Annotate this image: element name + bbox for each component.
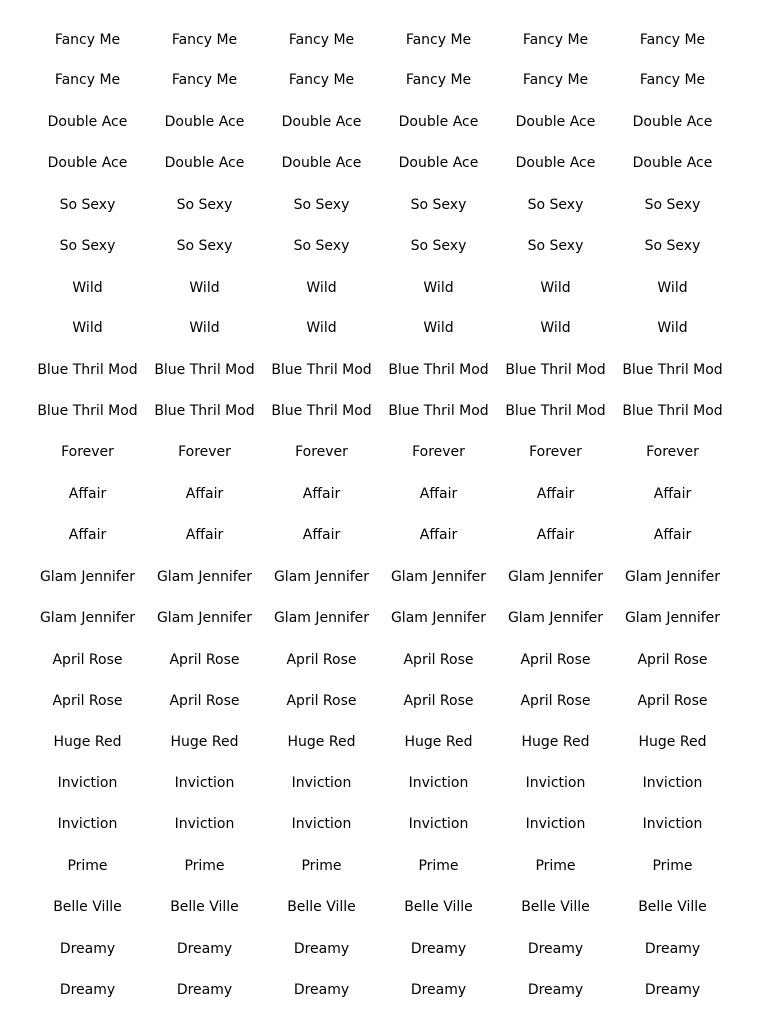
label-cell: Huge Red: [53, 734, 122, 750]
label-cell: Inviction: [525, 775, 586, 791]
label-cell: Glam Jennifer: [624, 610, 721, 626]
label-cell: Huge Red: [521, 734, 590, 750]
label-cell: Affair: [185, 527, 224, 543]
label-cell: Dreamy: [410, 982, 467, 998]
label-cell: Fancy Me: [405, 72, 472, 88]
label-cell: Belle Ville: [287, 899, 356, 915]
label-row: [29, 112, 731, 132]
label-cell: Dreamy: [176, 982, 233, 998]
label-cell: Prime: [652, 858, 693, 874]
label-cell: Double Ace: [281, 155, 362, 171]
label-cell: Forever: [646, 444, 699, 460]
label-row: [29, 30, 731, 50]
label-cell: Dreamy: [176, 941, 233, 957]
label-row: [29, 691, 731, 711]
label-cell: April Rose: [520, 693, 591, 709]
label-cell: So Sexy: [59, 197, 116, 213]
label-cell: Glam Jennifer: [39, 610, 136, 626]
label-cell: Blue Thril Mod: [505, 362, 606, 378]
label-row: [29, 442, 731, 462]
label-row: [29, 773, 731, 793]
label-cell: So Sexy: [176, 197, 233, 213]
label-cell: Affair: [68, 486, 107, 502]
label-cell: April Rose: [286, 652, 357, 668]
label-cell: Glam Jennifer: [273, 610, 370, 626]
label-cell: Double Ace: [47, 114, 128, 130]
label-cell: So Sexy: [176, 238, 233, 254]
label-cell: So Sexy: [410, 197, 467, 213]
label-cell: Blue Thril Mod: [271, 403, 372, 419]
label-cell: Wild: [306, 280, 337, 296]
label-cell: So Sexy: [293, 197, 350, 213]
label-cell: Dreamy: [527, 941, 584, 957]
label-cell: Double Ace: [164, 155, 245, 171]
label-cell: Wild: [189, 280, 220, 296]
label-cell: Inviction: [57, 775, 118, 791]
label-cell: Wild: [306, 320, 337, 336]
label-cell: Glam Jennifer: [624, 569, 721, 585]
label-cell: Prime: [301, 858, 342, 874]
label-cell: Fancy Me: [54, 72, 121, 88]
label-cell: Glam Jennifer: [390, 610, 487, 626]
label-cell: April Rose: [403, 693, 474, 709]
label-cell: April Rose: [169, 693, 240, 709]
label-cell: Huge Red: [170, 734, 239, 750]
label-row: [29, 732, 731, 752]
label-cell: April Rose: [52, 693, 123, 709]
label-cell: Belle Ville: [53, 899, 122, 915]
label-cell: Affair: [302, 527, 341, 543]
label-cell: Inviction: [174, 775, 235, 791]
label-row: [29, 484, 731, 504]
label-cell: Belle Ville: [404, 899, 473, 915]
label-cell: Inviction: [291, 816, 352, 832]
label-cell: Belle Ville: [170, 899, 239, 915]
label-cell: Double Ace: [632, 114, 713, 130]
label-cell: Double Ace: [398, 114, 479, 130]
label-row: [29, 70, 731, 90]
label-cell: Blue Thril Mod: [37, 403, 138, 419]
label-cell: Prime: [67, 858, 108, 874]
label-cell: Blue Thril Mod: [388, 403, 489, 419]
label-cell: Fancy Me: [171, 72, 238, 88]
label-cell: Dreamy: [644, 982, 701, 998]
label-cell: Dreamy: [644, 941, 701, 957]
label-cell: So Sexy: [644, 238, 701, 254]
label-cell: Wild: [540, 280, 571, 296]
label-cell: April Rose: [403, 652, 474, 668]
label-cell: Affair: [536, 527, 575, 543]
label-row: [29, 401, 731, 421]
label-cell: Double Ace: [515, 155, 596, 171]
label-cell: April Rose: [286, 693, 357, 709]
label-cell: Forever: [295, 444, 348, 460]
label-cell: Double Ace: [164, 114, 245, 130]
label-cell: Fancy Me: [288, 32, 355, 48]
label-cell: Forever: [178, 444, 231, 460]
label-cell: Blue Thril Mod: [271, 362, 372, 378]
label-cell: Fancy Me: [54, 32, 121, 48]
label-row: [29, 856, 731, 876]
label-cell: Affair: [419, 527, 458, 543]
label-cell: Dreamy: [59, 982, 116, 998]
label-cell: Dreamy: [293, 982, 350, 998]
label-cell: Fancy Me: [639, 72, 706, 88]
label-cell: Belle Ville: [521, 899, 590, 915]
label-row: [29, 153, 731, 173]
label-cell: April Rose: [169, 652, 240, 668]
label-cell: Wild: [657, 280, 688, 296]
label-row: [29, 980, 731, 1000]
label-row: [29, 608, 731, 628]
label-cell: Affair: [419, 486, 458, 502]
label-cell: Fancy Me: [171, 32, 238, 48]
label-cell: Huge Red: [638, 734, 707, 750]
label-cell: Prime: [535, 858, 576, 874]
label-cell: Double Ace: [281, 114, 362, 130]
label-row: [29, 195, 731, 215]
label-cell: So Sexy: [527, 197, 584, 213]
label-cell: Fancy Me: [522, 32, 589, 48]
label-row: [29, 939, 731, 959]
label-cell: Glam Jennifer: [507, 569, 604, 585]
label-cell: Fancy Me: [639, 32, 706, 48]
label-cell: Blue Thril Mod: [37, 362, 138, 378]
label-cell: Double Ace: [47, 155, 128, 171]
label-cell: Prime: [184, 858, 225, 874]
label-cell: Wild: [72, 280, 103, 296]
label-cell: April Rose: [637, 652, 708, 668]
label-cell: Affair: [68, 527, 107, 543]
label-cell: Inviction: [408, 816, 469, 832]
label-cell: Inviction: [642, 816, 703, 832]
label-cell: Affair: [653, 486, 692, 502]
label-cell: Wild: [189, 320, 220, 336]
label-cell: Wild: [423, 280, 454, 296]
label-row: [29, 318, 731, 338]
label-row: [29, 650, 731, 670]
label-cell: Glam Jennifer: [156, 569, 253, 585]
label-cell: So Sexy: [410, 238, 467, 254]
label-cell: Inviction: [408, 775, 469, 791]
label-cell: Glam Jennifer: [273, 569, 370, 585]
label-cell: So Sexy: [644, 197, 701, 213]
label-cell: Wild: [72, 320, 103, 336]
label-cell: Blue Thril Mod: [154, 403, 255, 419]
label-cell: Huge Red: [287, 734, 356, 750]
label-cell: Glam Jennifer: [156, 610, 253, 626]
label-cell: Blue Thril Mod: [154, 362, 255, 378]
label-cell: So Sexy: [293, 238, 350, 254]
label-cell: Affair: [653, 527, 692, 543]
label-cell: Wild: [657, 320, 688, 336]
label-cell: Glam Jennifer: [507, 610, 604, 626]
label-row: [29, 897, 731, 917]
label-row: [29, 360, 731, 380]
label-row: [29, 814, 731, 834]
label-cell: Blue Thril Mod: [622, 403, 723, 419]
label-cell: Prime: [418, 858, 459, 874]
label-cell: Affair: [302, 486, 341, 502]
label-row: [29, 236, 731, 256]
label-cell: Dreamy: [527, 982, 584, 998]
label-cell: Wild: [423, 320, 454, 336]
label-cell: April Rose: [52, 652, 123, 668]
label-cell: Forever: [61, 444, 114, 460]
label-cell: Inviction: [525, 816, 586, 832]
label-cell: April Rose: [520, 652, 591, 668]
label-cell: April Rose: [637, 693, 708, 709]
label-cell: Dreamy: [293, 941, 350, 957]
label-cell: Affair: [185, 486, 224, 502]
label-cell: Wild: [540, 320, 571, 336]
label-row: [29, 525, 731, 545]
label-cell: Belle Ville: [638, 899, 707, 915]
label-cell: Huge Red: [404, 734, 473, 750]
label-cell: Forever: [412, 444, 465, 460]
label-cell: So Sexy: [527, 238, 584, 254]
label-cell: Fancy Me: [405, 32, 472, 48]
label-cell: Inviction: [642, 775, 703, 791]
label-cell: Forever: [529, 444, 582, 460]
label-cell: Double Ace: [515, 114, 596, 130]
label-cell: Inviction: [291, 775, 352, 791]
label-cell: Glam Jennifer: [390, 569, 487, 585]
label-cell: Affair: [536, 486, 575, 502]
label-cell: Double Ace: [398, 155, 479, 171]
label-cell: Dreamy: [59, 941, 116, 957]
label-cell: Glam Jennifer: [39, 569, 136, 585]
label-cell: Blue Thril Mod: [388, 362, 489, 378]
label-cell: Blue Thril Mod: [505, 403, 606, 419]
label-cell: Double Ace: [632, 155, 713, 171]
label-cell: Inviction: [57, 816, 118, 832]
label-cell: Blue Thril Mod: [622, 362, 723, 378]
label-row: [29, 567, 731, 587]
label-row: [29, 278, 731, 298]
label-cell: Fancy Me: [522, 72, 589, 88]
label-cell: Fancy Me: [288, 72, 355, 88]
label-cell: Inviction: [174, 816, 235, 832]
label-cell: So Sexy: [59, 238, 116, 254]
label-cell: Dreamy: [410, 941, 467, 957]
